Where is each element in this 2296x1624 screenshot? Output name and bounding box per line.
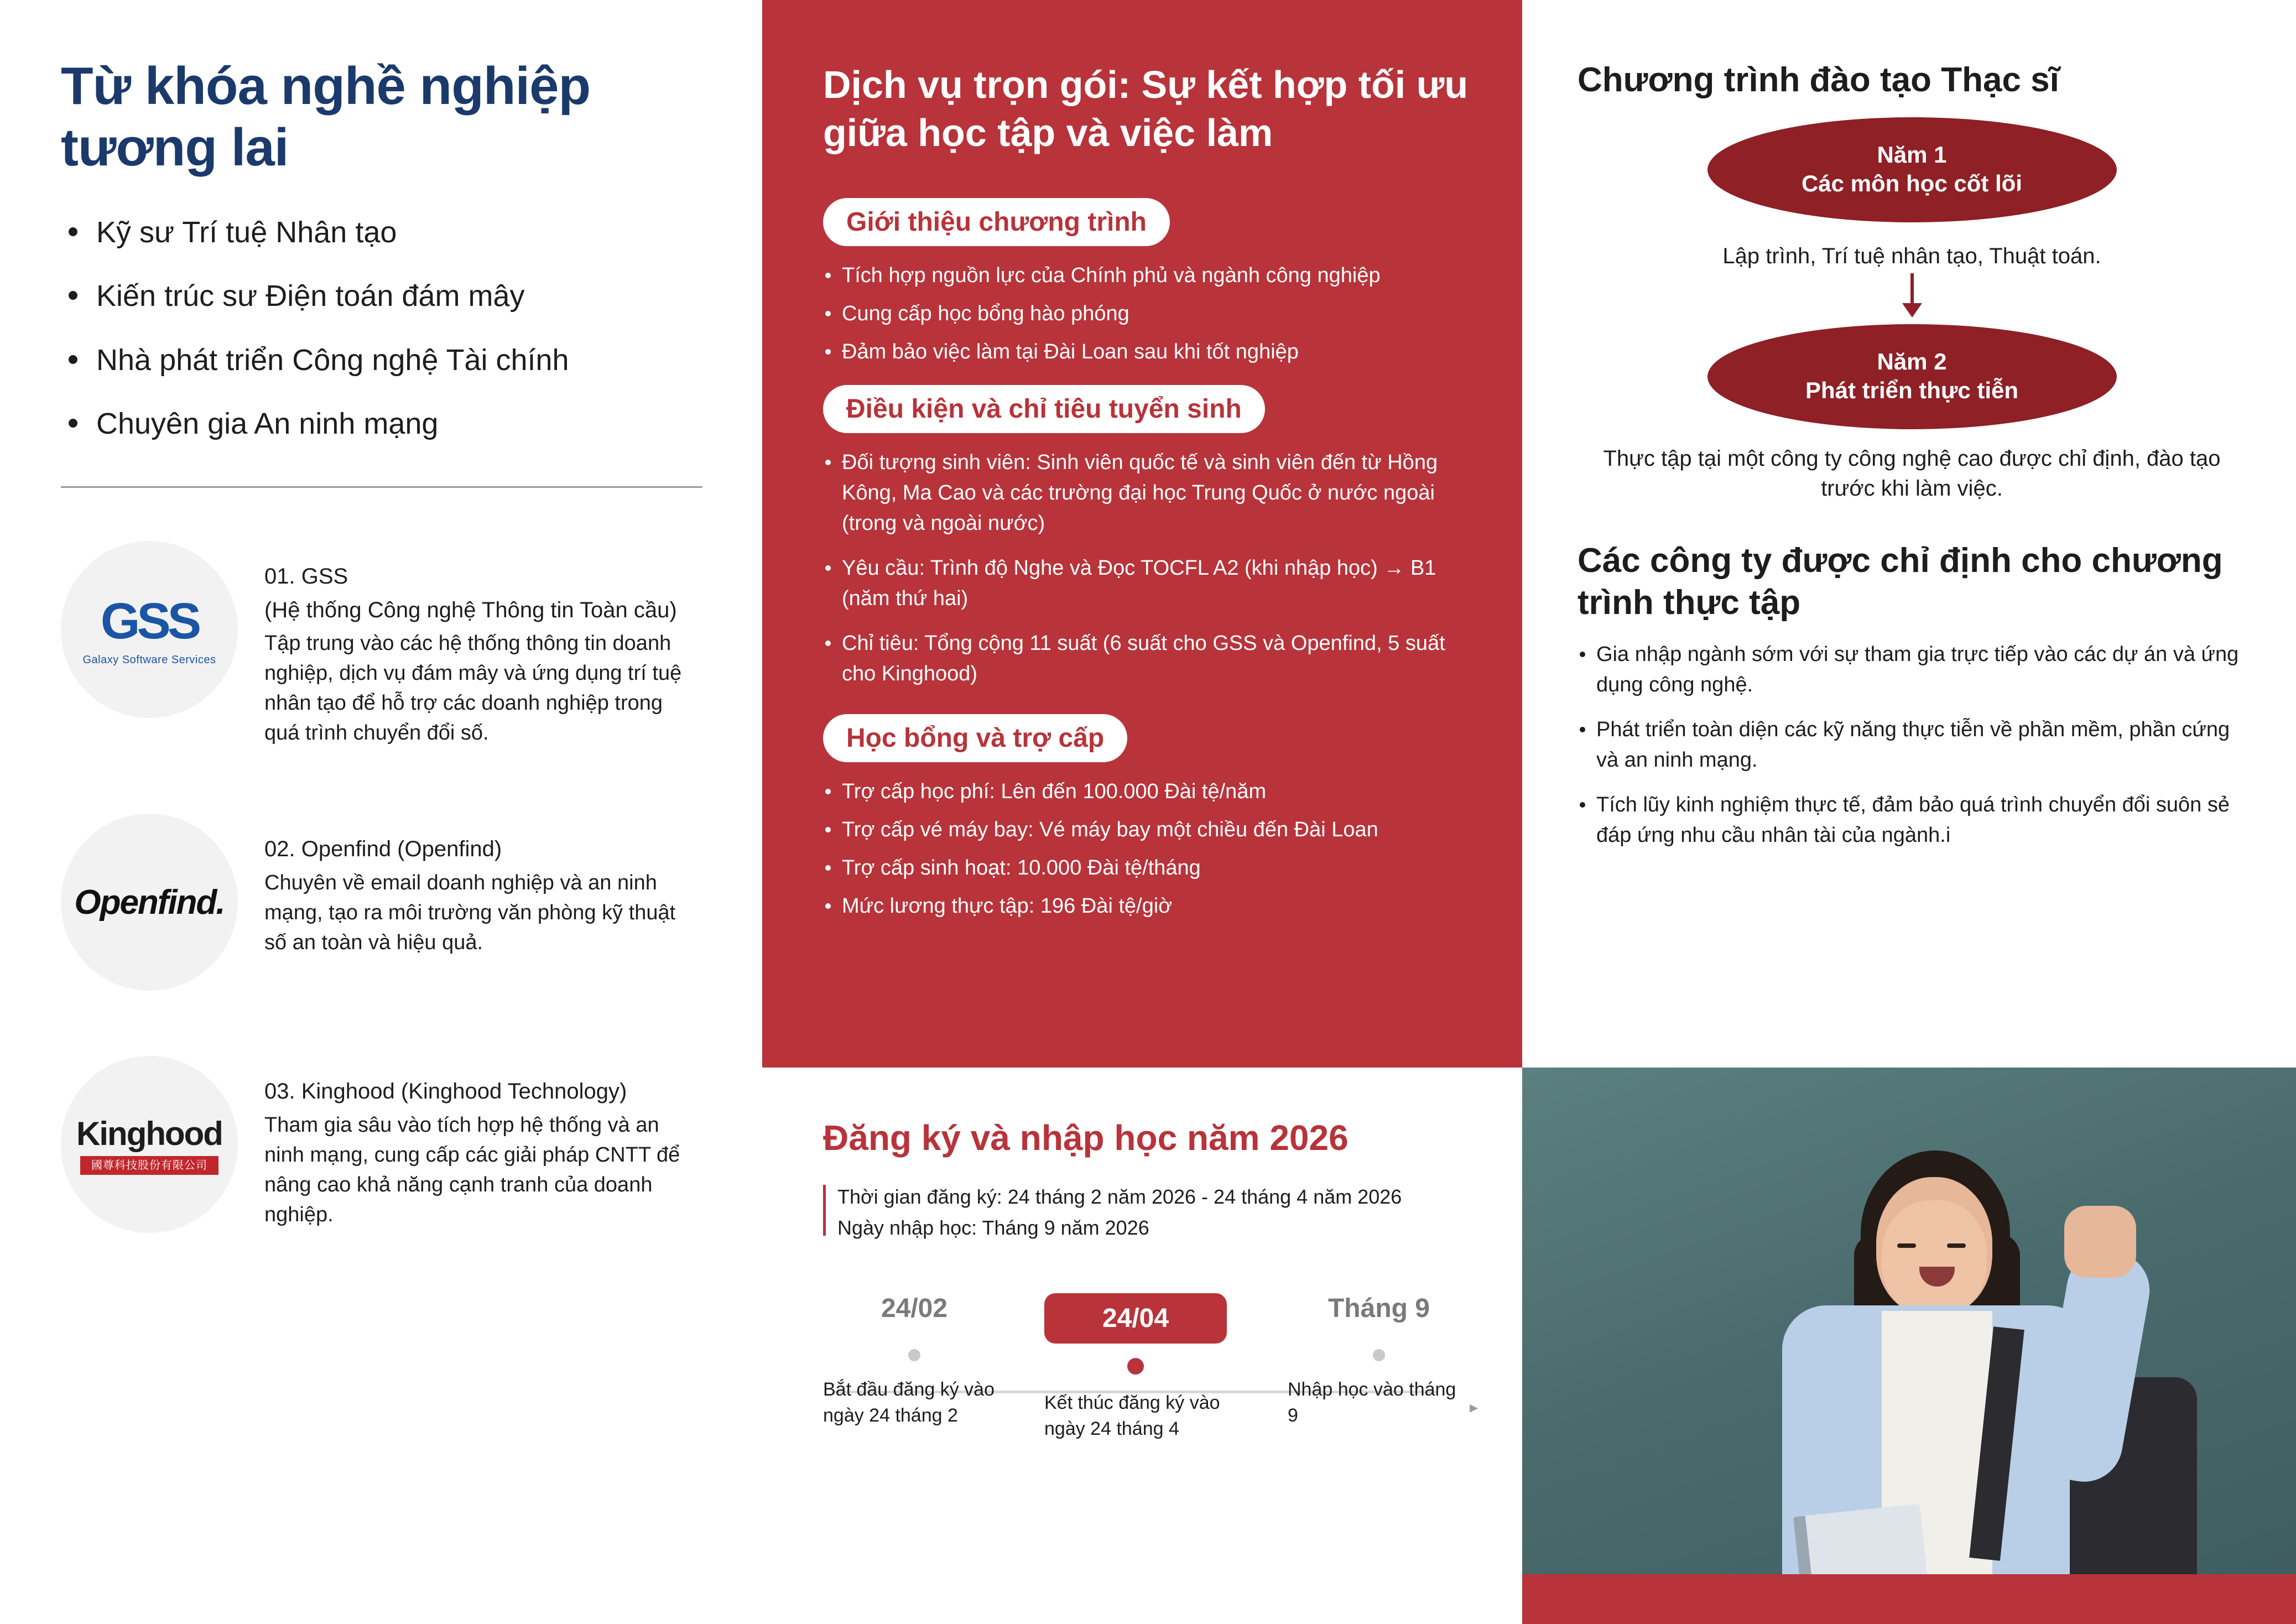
flow-node-year2-line2: Phát triển thực tiễn	[1805, 377, 2019, 404]
list-item: Cung cấp học bổng hào phóng	[823, 299, 1472, 329]
list-item: Kỹ sư Trí tuệ Nhân tạo	[61, 214, 701, 252]
enrollment-title: Đăng ký và nhập học năm 2026	[823, 1118, 1349, 1158]
enrollment-timeline	[823, 1293, 1478, 1459]
enrollment-dates	[823, 1181, 1472, 1243]
flow-arrow-year1-to-year2	[1577, 165, 2246, 248]
divider	[61, 486, 702, 488]
list-item: Mức lương thực tập: 196 Đài tệ/giờ	[823, 891, 1472, 922]
kinghood-logo-subtext: 國尊科技股份有限公司	[80, 1156, 218, 1175]
enrollment-period: Thời gian đăng ký: 24 tháng 2 năm 2026 - 24 tháng 4 năm 2026	[837, 1185, 1402, 1208]
partner-list	[61, 541, 701, 1233]
kinghood-logo	[61, 1056, 238, 1233]
list-item: Tích lũy kinh nghiệm thực tế, đảm bảo quá trình chuyển đổi suôn sẻ đáp ứng nhu cầu nhân tài của ngành.i	[1577, 790, 2246, 851]
timeline-dot	[908, 1349, 920, 1361]
admission-list	[823, 447, 1472, 690]
timeline-description: Kết thúc đăng ký vào ngày 24 tháng 4	[1044, 1392, 1220, 1440]
list-item: Chuyên gia An ninh mạng	[61, 405, 701, 443]
flow-node-year1-line1: Năm 1	[1877, 141, 1947, 168]
student-photo	[1522, 1068, 2296, 1624]
partner-name: 03. Kinghood (Kinghood Technology)	[264, 1079, 627, 1104]
timeline-badge-current: 24/04	[1044, 1293, 1227, 1344]
timeline-node-1	[823, 1293, 1006, 1429]
section-heading-program-intro: Giới thiệu chương trình	[823, 198, 1170, 246]
partner-description: Chuyên về email doanh nghiệp và an ninh mạng, tạo ra môi trường văn phòng kỹ thuật số an toàn và hiệu quả.	[264, 871, 676, 954]
openfind-logo-wordmark: Openfind.	[74, 883, 225, 922]
list-item	[61, 1056, 701, 1233]
photo-person-fist	[2064, 1206, 2136, 1278]
timeline-description: Bắt đầu đăng ký vào ngày 24 tháng 2	[823, 1378, 995, 1427]
left-column	[0, 0, 762, 1624]
internship-benefits-list	[1577, 639, 2246, 851]
right-column	[1522, 0, 2296, 1068]
photo-person-face	[1882, 1200, 1987, 1316]
photo-footer-bar	[1522, 1574, 2296, 1624]
kinghood-logo-wordmark: Kinghood	[76, 1115, 222, 1152]
timeline-node-2	[1044, 1293, 1227, 1443]
enrollment-section	[762, 1068, 1522, 1624]
openfind-logo	[61, 814, 238, 991]
gss-logo	[61, 541, 238, 718]
partner-name-secondary: (Hệ thống Công nghệ Thông tin Toàn cầu)	[264, 597, 677, 622]
center-title: Dịch vụ trọn gói: Sự kết hợp tối ưu giữa học tập và việc làm	[823, 63, 1469, 154]
list-item: Trợ cấp sinh hoạt: 10.000 Đài tệ/tháng	[823, 853, 1472, 883]
list-item: Tích hợp nguồn lực của Chính phủ và ngành công nghiệp	[823, 261, 1472, 291]
list-item: Nhà phát triển Công nghệ Tài chính	[61, 342, 701, 379]
partner-description: Tham gia sâu vào tích hợp hệ thống và an ninh mạng, cung cấp các giải pháp CNTT để nâng cao khả năng cạnh tranh của doanh nghiệp.	[264, 1113, 680, 1226]
timeline-label: Tháng 9	[1327, 1293, 1430, 1323]
partner-description: Tập trung vào các hệ thống thông tin doanh nghiệp, dịch vụ đám mây và ứng dụng trí tuệ nhân tạo để hỗ trợ các doanh nghiệp trong quá trình chuyển đổi số.	[264, 632, 682, 745]
flow-node-year2-line1: Năm 2	[1877, 348, 1947, 374]
list-item: Đối tượng sinh viên: Sinh viên quốc tế và sinh viên đến từ Hồng Kông, Ma Cao và các trường đại học Trung Quốc ở nước ngoài (trong và ngoài nước)	[823, 447, 1472, 539]
chevron-right-icon: ▸	[1469, 1398, 1478, 1417]
flow-node-year1-line2: Các môn học cốt lõi	[1801, 170, 2023, 197]
page-title: Từ khóa nghề nghiệp tương lai	[61, 56, 591, 178]
list-item: Đảm bảo việc làm tại Đài Loan sau khi tốt nghiệp	[823, 337, 1472, 367]
list-item: Trợ cấp học phí: Lên đến 100.000 Đài tệ/năm	[823, 777, 1472, 807]
section-heading-admission: Điều kiện và chỉ tiêu tuyển sinh	[823, 385, 1265, 433]
flow-arrow-down-icon	[1577, 273, 2246, 324]
timeline-dot	[1373, 1349, 1385, 1361]
enrollment-start-date: Ngày nhập học: Tháng 9 năm 2026	[837, 1216, 1149, 1239]
timeline-node-3	[1288, 1293, 1478, 1429]
partner-name: 02. Openfind (Openfind)	[264, 837, 502, 862]
scholarship-list	[823, 777, 1472, 922]
timeline-label: 24/02	[881, 1293, 948, 1323]
list-item	[61, 814, 701, 991]
gss-logo-subtext: Galaxy Software Services	[82, 653, 216, 666]
list-item	[61, 541, 701, 748]
list-item: Gia nhập ngành sớm với sự tham gia trực tiếp vào các dự án và ứng dụng công nghệ.	[1577, 639, 2246, 700]
flow-node-year2	[1707, 324, 2117, 429]
section-heading-scholarship: Học bổng và trợ cấp	[823, 714, 1127, 762]
list-item: Kiến trúc sư Điện toán đám mây	[61, 278, 701, 315]
keyword-list	[61, 214, 701, 443]
timeline-dot-active	[1127, 1358, 1144, 1375]
timeline-description: Nhập học vào tháng 9	[1288, 1378, 1456, 1427]
curriculum-flow-diagram	[1577, 117, 2246, 503]
partner-name: 01. GSS	[264, 564, 348, 589]
list-item: Phát triển toàn diện các kỹ năng thực tiễn về phần mềm, phần cứng và an ninh mạng.	[1577, 715, 2246, 775]
list-item: Yêu cầu: Trình độ Nghe và Đọc TOCFL A2 (khi nhập học) → B1 (năm thứ hai)	[823, 553, 1472, 614]
gss-logo-wordmark: GSS	[100, 592, 199, 649]
internship-companies-title: Các công ty được chỉ định cho chương trình thực tập	[1577, 542, 2223, 622]
flow-caption-year2: Thực tập tại một công ty công nghệ cao được chỉ định, đào tạo trước khi làm việc.	[1603, 446, 2221, 501]
program-intro-list	[823, 261, 1472, 367]
list-item: Trợ cấp vé máy bay: Vé máy bay một chiều đến Đài Loan	[823, 815, 1472, 845]
flow-caption-year1: Lập trình, Trí tuệ nhân tạo, Thuật toán.	[1722, 244, 2101, 269]
list-item: Chỉ tiêu: Tổng cộng 11 suất (6 suất cho GSS và Openfind, 5 suất cho Kinghood)	[823, 628, 1472, 689]
center-panel	[762, 0, 1522, 1068]
photo-person-eye-right	[1947, 1243, 1966, 1248]
curriculum-title: Chương trình đào tạo Thạc sĩ	[1577, 61, 2059, 99]
photo-person-eye-left	[1897, 1243, 1916, 1248]
